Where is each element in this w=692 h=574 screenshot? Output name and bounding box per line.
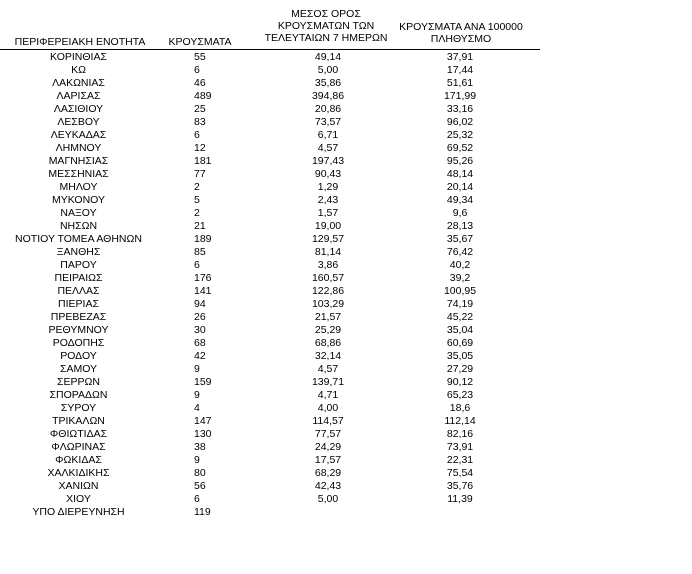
average-7-day-cell: 90,43 (314, 168, 342, 180)
cases-cell: 12 (194, 142, 206, 154)
table-row (0, 90, 540, 103)
average-7-day-cell: 20,86 (314, 103, 342, 115)
table-row (0, 350, 540, 363)
average-7-day-cell: 114,57 (312, 415, 344, 427)
per-100000-cell: 35,76 (446, 480, 474, 492)
per-100000-cell: 40,2 (449, 259, 471, 271)
cases-cell: 68 (194, 337, 206, 349)
table-row (0, 376, 540, 389)
table-row (0, 220, 540, 233)
average-7-day-cell: 19,00 (314, 220, 342, 232)
average-7-day-cell: 35,86 (314, 77, 342, 89)
average-7-day-cell: 103,29 (311, 298, 345, 310)
per-100000-cell: 96,02 (446, 116, 474, 128)
average-7-day-cell: 4,00 (317, 402, 339, 414)
cases-cell: 4 (194, 402, 200, 414)
average-7-day-cell: 139,71 (311, 376, 345, 388)
average-7-day-cell: 4,57 (317, 363, 339, 375)
average-7-day-cell: 68,29 (314, 467, 342, 479)
table-row (0, 415, 540, 428)
table-row (0, 363, 540, 376)
region-cell: ΝΟΤΙΟΥ ΤΟΜΕΑ ΑΘΗΝΩΝ (15, 233, 142, 245)
per-100000-cell: 27,29 (446, 363, 474, 375)
region-cell: ΝΗΣΩΝ (59, 220, 98, 232)
region-cell: ΛΑΣΙΘΙΟΥ (53, 103, 104, 115)
per-100000-cell: 22,31 (446, 454, 474, 466)
average-7-day-cell: 73,57 (314, 116, 342, 128)
per-100000-cell: 18,6 (449, 402, 471, 414)
column-header-cases-per-100000: ΚΡΟΥΣΜΑΤΑ ΑΝΑ 100000 ΠΛΗΘΥΣΜΟ (399, 21, 523, 45)
table-row (0, 337, 540, 350)
region-cell: ΦΘΙΩΤΙΔΑΣ (49, 428, 108, 440)
per-100000-cell: 20,14 (446, 181, 474, 193)
region-cell: ΛΕΥΚΑΔΑΣ (50, 129, 107, 141)
region-cell: ΡΕΘΥΜΝΟΥ (48, 324, 109, 336)
table-row (0, 129, 540, 142)
average-7-day-cell: 77,57 (314, 428, 342, 440)
average-7-day-cell: 42,43 (314, 480, 342, 492)
cases-cell: 80 (194, 467, 206, 479)
average-7-day-cell: 81,14 (314, 246, 342, 258)
per-100000-cell: 95,26 (446, 155, 474, 167)
cases-cell: 55 (194, 51, 206, 63)
per-100000-cell: 37,91 (446, 51, 474, 63)
per-100000-cell: 49,34 (446, 194, 474, 206)
cases-cell: 141 (194, 285, 212, 297)
region-cell: ΜΕΣΣΗΝΙΑΣ (48, 168, 109, 180)
cases-cell: 38 (194, 441, 206, 453)
region-cell: ΠΙΕΡΙΑΣ (58, 298, 99, 310)
region-cell: ΡΟΔΟΥ (60, 350, 97, 362)
cases-cell: 159 (194, 376, 212, 388)
average-7-day-cell: 49,14 (314, 51, 342, 63)
region-cell: ΛΕΣΒΟΥ (57, 116, 100, 128)
region-cell: ΚΩ (71, 64, 86, 76)
region-cell: ΛΗΜΝΟΥ (55, 142, 102, 154)
average-7-day-cell: 129,57 (311, 233, 345, 245)
per-100000-cell: 35,05 (446, 350, 474, 362)
region-cell: ΦΛΩΡΙΝΑΣ (51, 441, 106, 453)
per-100000-cell: 75,54 (446, 467, 474, 479)
average-7-day-cell: 2,43 (317, 194, 339, 206)
table-row (0, 441, 540, 454)
table-row (0, 207, 540, 220)
cases-cell: 30 (194, 324, 206, 336)
cases-cell: 42 (194, 350, 206, 362)
per-100000-cell: 9,6 (452, 207, 468, 219)
cases-cell: 83 (194, 116, 206, 128)
region-cell: ΤΡΙΚΑΛΩΝ (52, 415, 105, 427)
cases-cell: 56 (194, 480, 206, 492)
table-row (0, 454, 540, 467)
region-cell: ΣΕΡΡΩΝ (57, 376, 100, 388)
region-cell: ΠΕΙΡΑΙΩΣ (54, 272, 103, 284)
table-row (0, 155, 540, 168)
per-100000-cell: 39,2 (449, 272, 471, 284)
table-row (0, 233, 540, 246)
per-100000-cell: 100,95 (443, 285, 477, 297)
table-body (0, 51, 540, 519)
cases-cell: 77 (194, 168, 206, 180)
cases-cell: 6 (194, 64, 200, 76)
column-header-7-day-average: ΜΕΣΟΣ ΟΡΟΣ ΚΡΟΥΣΜΑΤΩΝ ΤΩΝ ΤΕΛΕΥΤΑΙΩΝ 7 ΗΜΕΡΩΝ (264, 8, 388, 44)
table-row (0, 285, 540, 298)
average-7-day-cell: 68,86 (314, 337, 342, 349)
average-7-day-cell: 6,71 (317, 129, 339, 141)
cases-cell: 21 (194, 220, 206, 232)
region-cell: ΥΠΟ ΔΙΕΡΕΥΝΗΣΗ (32, 506, 125, 518)
per-100000-cell: 17,44 (446, 64, 474, 76)
region-cell: ΧΙΟΥ (66, 493, 91, 505)
per-100000-cell: 112,14 (444, 415, 476, 427)
table-row (0, 467, 540, 480)
region-cell: ΣΑΜΟΥ (59, 363, 98, 375)
region-cell: ΧΑΛΚΙΔΙΚΗΣ (47, 467, 110, 479)
per-100000-cell: 82,16 (446, 428, 474, 440)
table-row (0, 103, 540, 116)
cases-cell: 2 (194, 207, 200, 219)
per-100000-cell: 171,99 (443, 90, 477, 102)
cases-cell: 130 (194, 428, 212, 440)
per-100000-cell: 90,12 (446, 376, 474, 388)
average-7-day-cell: 5,00 (317, 493, 339, 505)
cases-cell: 26 (194, 311, 206, 323)
cases-cell: 6 (194, 259, 200, 271)
average-7-day-cell: 3,86 (317, 259, 339, 271)
region-cell: ΛΑΡΙΣΑΣ (56, 90, 101, 102)
region-cell: ΝΑΞΟΥ (60, 207, 97, 219)
average-7-day-cell: 197,43 (311, 155, 345, 167)
table-row (0, 142, 540, 155)
per-100000-cell: 33,16 (446, 103, 474, 115)
region-cell: ΜΑΓΝΗΣΙΑΣ (48, 155, 109, 167)
cases-cell: 489 (194, 90, 212, 102)
cases-cell: 6 (194, 493, 200, 505)
region-cell: ΜΗΛΟΥ (59, 181, 98, 193)
cases-cell: 85 (194, 246, 206, 258)
cases-cell: 181 (194, 155, 212, 167)
cases-cell: 5 (194, 194, 200, 206)
per-100000-cell: 69,52 (446, 142, 474, 154)
table-row (0, 259, 540, 272)
cases-cell: 9 (194, 363, 200, 375)
per-100000-cell: 51,61 (446, 77, 474, 89)
region-cell: ΣΥΡΟΥ (60, 402, 97, 414)
per-100000-cell: 35,67 (446, 233, 474, 245)
per-100000-cell: 45,22 (446, 311, 474, 323)
table-row (0, 272, 540, 285)
cases-cell: 94 (194, 298, 206, 310)
region-cell: ΦΩΚΙΔΑΣ (55, 454, 102, 466)
table-row (0, 77, 540, 90)
per-100000-cell: 25,32 (446, 129, 474, 141)
average-7-day-cell: 32,14 (314, 350, 342, 362)
table-row (0, 506, 540, 519)
region-cell: ΣΠΟΡΑΔΩΝ (49, 389, 108, 401)
average-7-day-cell: 21,57 (314, 311, 342, 323)
table-row (0, 168, 540, 181)
per-100000-cell: 48,14 (446, 168, 474, 180)
header-divider (0, 49, 540, 50)
table-row (0, 402, 540, 415)
cases-cell: 176 (194, 272, 212, 284)
cases-cell: 46 (194, 77, 206, 89)
cases-cell: 147 (194, 415, 212, 427)
per-100000-cell: 60,69 (446, 337, 474, 349)
per-100000-cell: 11,39 (447, 493, 473, 505)
table-row (0, 64, 540, 77)
cases-cell: 2 (194, 181, 200, 193)
cases-cell: 25 (194, 103, 206, 115)
average-7-day-cell: 394,86 (311, 90, 345, 102)
table-row (0, 428, 540, 441)
region-cell: ΠΡΕΒΕΖΑΣ (50, 311, 107, 323)
table-row (0, 194, 540, 207)
region-cell: ΠΕΛΛΑΣ (57, 285, 100, 297)
table-row (0, 116, 540, 129)
per-100000-cell: 74,19 (446, 298, 474, 310)
per-100000-cell: 65,23 (446, 389, 474, 401)
table-row (0, 51, 540, 64)
region-cell: ΚΟΡΙΝΘΙΑΣ (50, 51, 107, 63)
table-row (0, 246, 540, 259)
table-row (0, 389, 540, 402)
region-cell: ΜΥΚΟΝΟΥ (51, 194, 105, 206)
cases-cell: 9 (194, 454, 200, 466)
cases-cell: 119 (194, 506, 211, 518)
region-cell: ΧΑΝΙΩΝ (58, 480, 99, 492)
column-header-region: ΠΕΡΙΦΕΡΕΙΑΚΗ ΕΝΟΤΗΤΑ (14, 36, 146, 48)
average-7-day-cell: 4,57 (317, 142, 339, 154)
table-row (0, 298, 540, 311)
average-7-day-cell: 17,57 (314, 454, 342, 466)
per-100000-cell: 73,91 (446, 441, 474, 453)
average-7-day-cell: 5,00 (317, 64, 339, 76)
table-row (0, 324, 540, 337)
region-cell: ΡΟΔΟΠΗΣ (52, 337, 105, 349)
average-7-day-cell: 160,57 (311, 272, 345, 284)
per-100000-cell: 35,04 (446, 324, 474, 336)
cases-cell: 189 (194, 233, 212, 245)
average-7-day-cell: 1,29 (317, 181, 339, 193)
cases-cell: 6 (194, 129, 200, 141)
region-cell: ΠΑΡΟΥ (60, 259, 97, 271)
table-row (0, 493, 540, 506)
average-7-day-cell: 24,29 (314, 441, 342, 453)
per-100000-cell: 76,42 (446, 246, 474, 258)
table-row (0, 311, 540, 324)
average-7-day-cell: 122,86 (311, 285, 345, 297)
table-row (0, 181, 540, 194)
average-7-day-cell: 25,29 (314, 324, 342, 336)
column-header-cases: ΚΡΟΥΣΜΑΤΑ (168, 36, 232, 48)
per-100000-cell: 28,13 (446, 220, 474, 232)
average-7-day-cell: 4,71 (317, 389, 339, 401)
average-7-day-cell: 1,57 (317, 207, 339, 219)
table-row (0, 480, 540, 493)
region-cell: ΛΑΚΩΝΙΑΣ (52, 77, 105, 89)
cases-cell: 9 (194, 389, 200, 401)
region-cell: ΞΑΝΘΗΣ (56, 246, 101, 258)
